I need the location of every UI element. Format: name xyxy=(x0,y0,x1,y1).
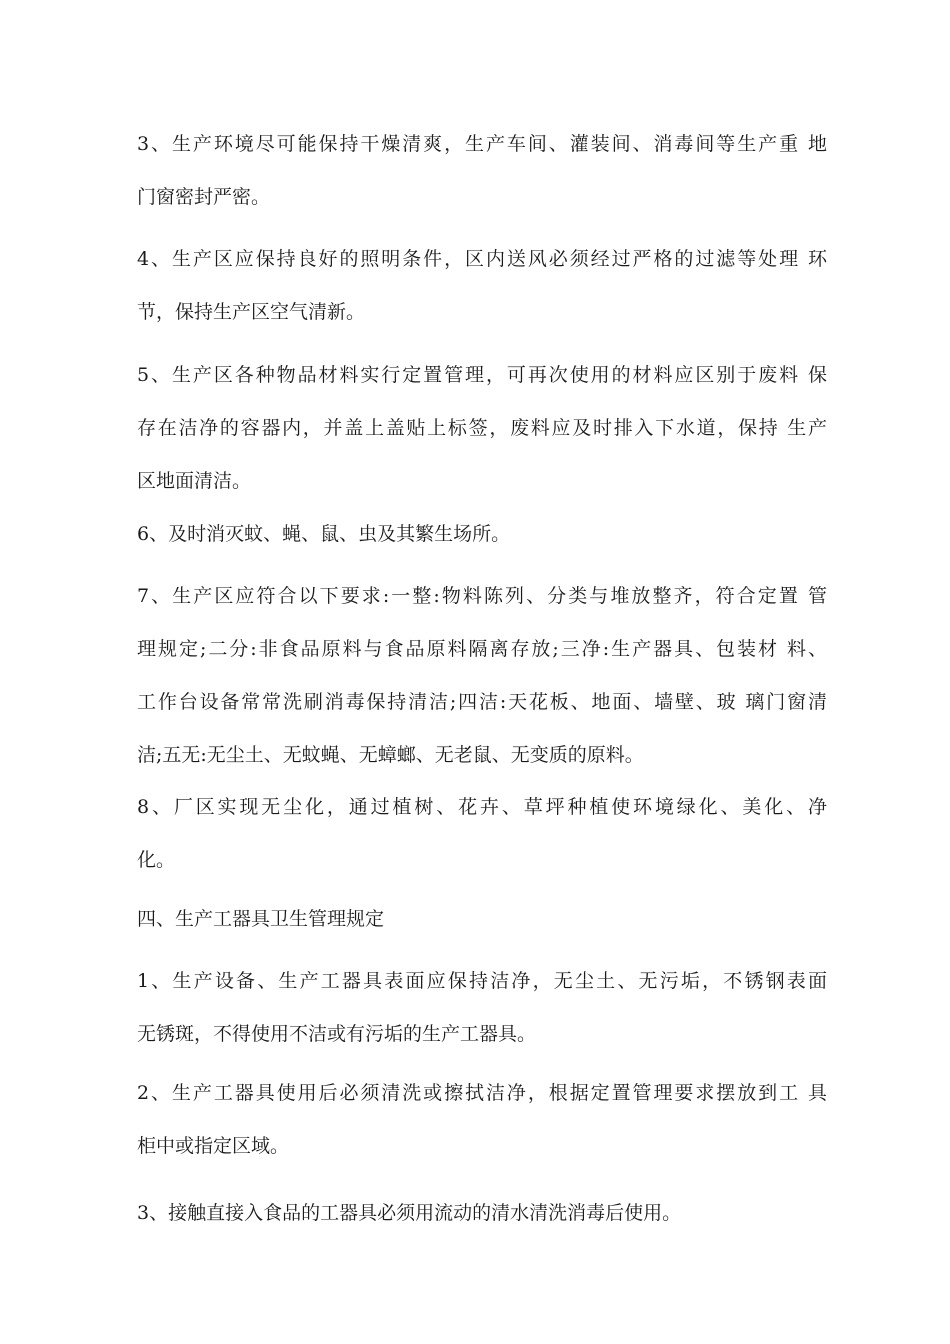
paragraph-requirements xyxy=(137,570,827,782)
text-line: 区地面清洁。 xyxy=(137,470,252,492)
paragraph-greening xyxy=(137,781,827,887)
text-line: 3、接触直接入食品的工器具必须用流动的清水清洗消毒后使用。 xyxy=(137,1202,682,1224)
text-line: 理规定;二分:非食品原料与食品原料隔离存放;三净:生产器具、包装材 料、 xyxy=(137,638,827,660)
section-heading xyxy=(137,893,827,946)
section-title: 四、生产工器具卫生管理规定 xyxy=(137,908,385,930)
paragraph-lighting xyxy=(137,233,827,339)
text-line: 洁;五无:无尘土、无蚊蝇、无蟑螂、无老鼠、无变质的原料。 xyxy=(137,744,644,766)
paragraph-equipment-storage xyxy=(137,1067,827,1173)
text-line: 柜中或指定区域。 xyxy=(137,1135,290,1157)
text-line: 2、生产工器具使用后必须清洗或擦拭洁净，根据定置管理要求摆放到工 具 xyxy=(137,1082,827,1104)
text-line: 化。 xyxy=(137,849,176,871)
paragraph-equipment-clean xyxy=(137,955,827,1061)
text-line: 7、生产区应符合以下要求:一整:物料陈列、分类与堆放整齐，符合定置 管 xyxy=(137,585,827,607)
text-line: 4、生产区应保持良好的照明条件，区内送风必须经过严格的过滤等处理 环 xyxy=(137,248,827,270)
text-line: 节，保持生产区空气清新。 xyxy=(137,301,366,323)
paragraph-materials xyxy=(137,349,827,508)
text-line: 门窗密封严密。 xyxy=(137,186,271,208)
text-line: 无锈斑，不得使用不洁或有污垢的生产工器具。 xyxy=(137,1023,537,1045)
text-line: 6、及时消灭蚊、蝇、鼠、虫及其繁生场所。 xyxy=(137,523,511,545)
text-line: 3、生产环境尽可能保持干燥清爽，生产车间、灌装间、消毒间等生产重 地 xyxy=(137,133,827,155)
paragraph-pests xyxy=(137,508,827,561)
text-line: 1、生产设备、生产工器具表面应保持洁净，无尘土、无污垢，不锈钢表面 xyxy=(137,970,827,992)
paragraph-disinfection xyxy=(137,1187,827,1240)
text-line: 5、生产区各种物品材料实行定置管理，可再次使用的材料应区别于废料 保 xyxy=(137,364,827,386)
text-line: 工作台设备常常洗刷消毒保持清洁;四洁:天花板、地面、墙壁、玻 璃门窗清 xyxy=(137,691,827,713)
text-line: 8、厂区实现无尘化，通过植树、花卉、草坪种植使环境绿化、美化、净 xyxy=(137,796,827,818)
text-line: 存在洁净的容器内，并盖上盖贴上标签，废料应及时排入下水道，保持 生产 xyxy=(137,417,827,439)
paragraph-env-dry xyxy=(137,118,827,224)
